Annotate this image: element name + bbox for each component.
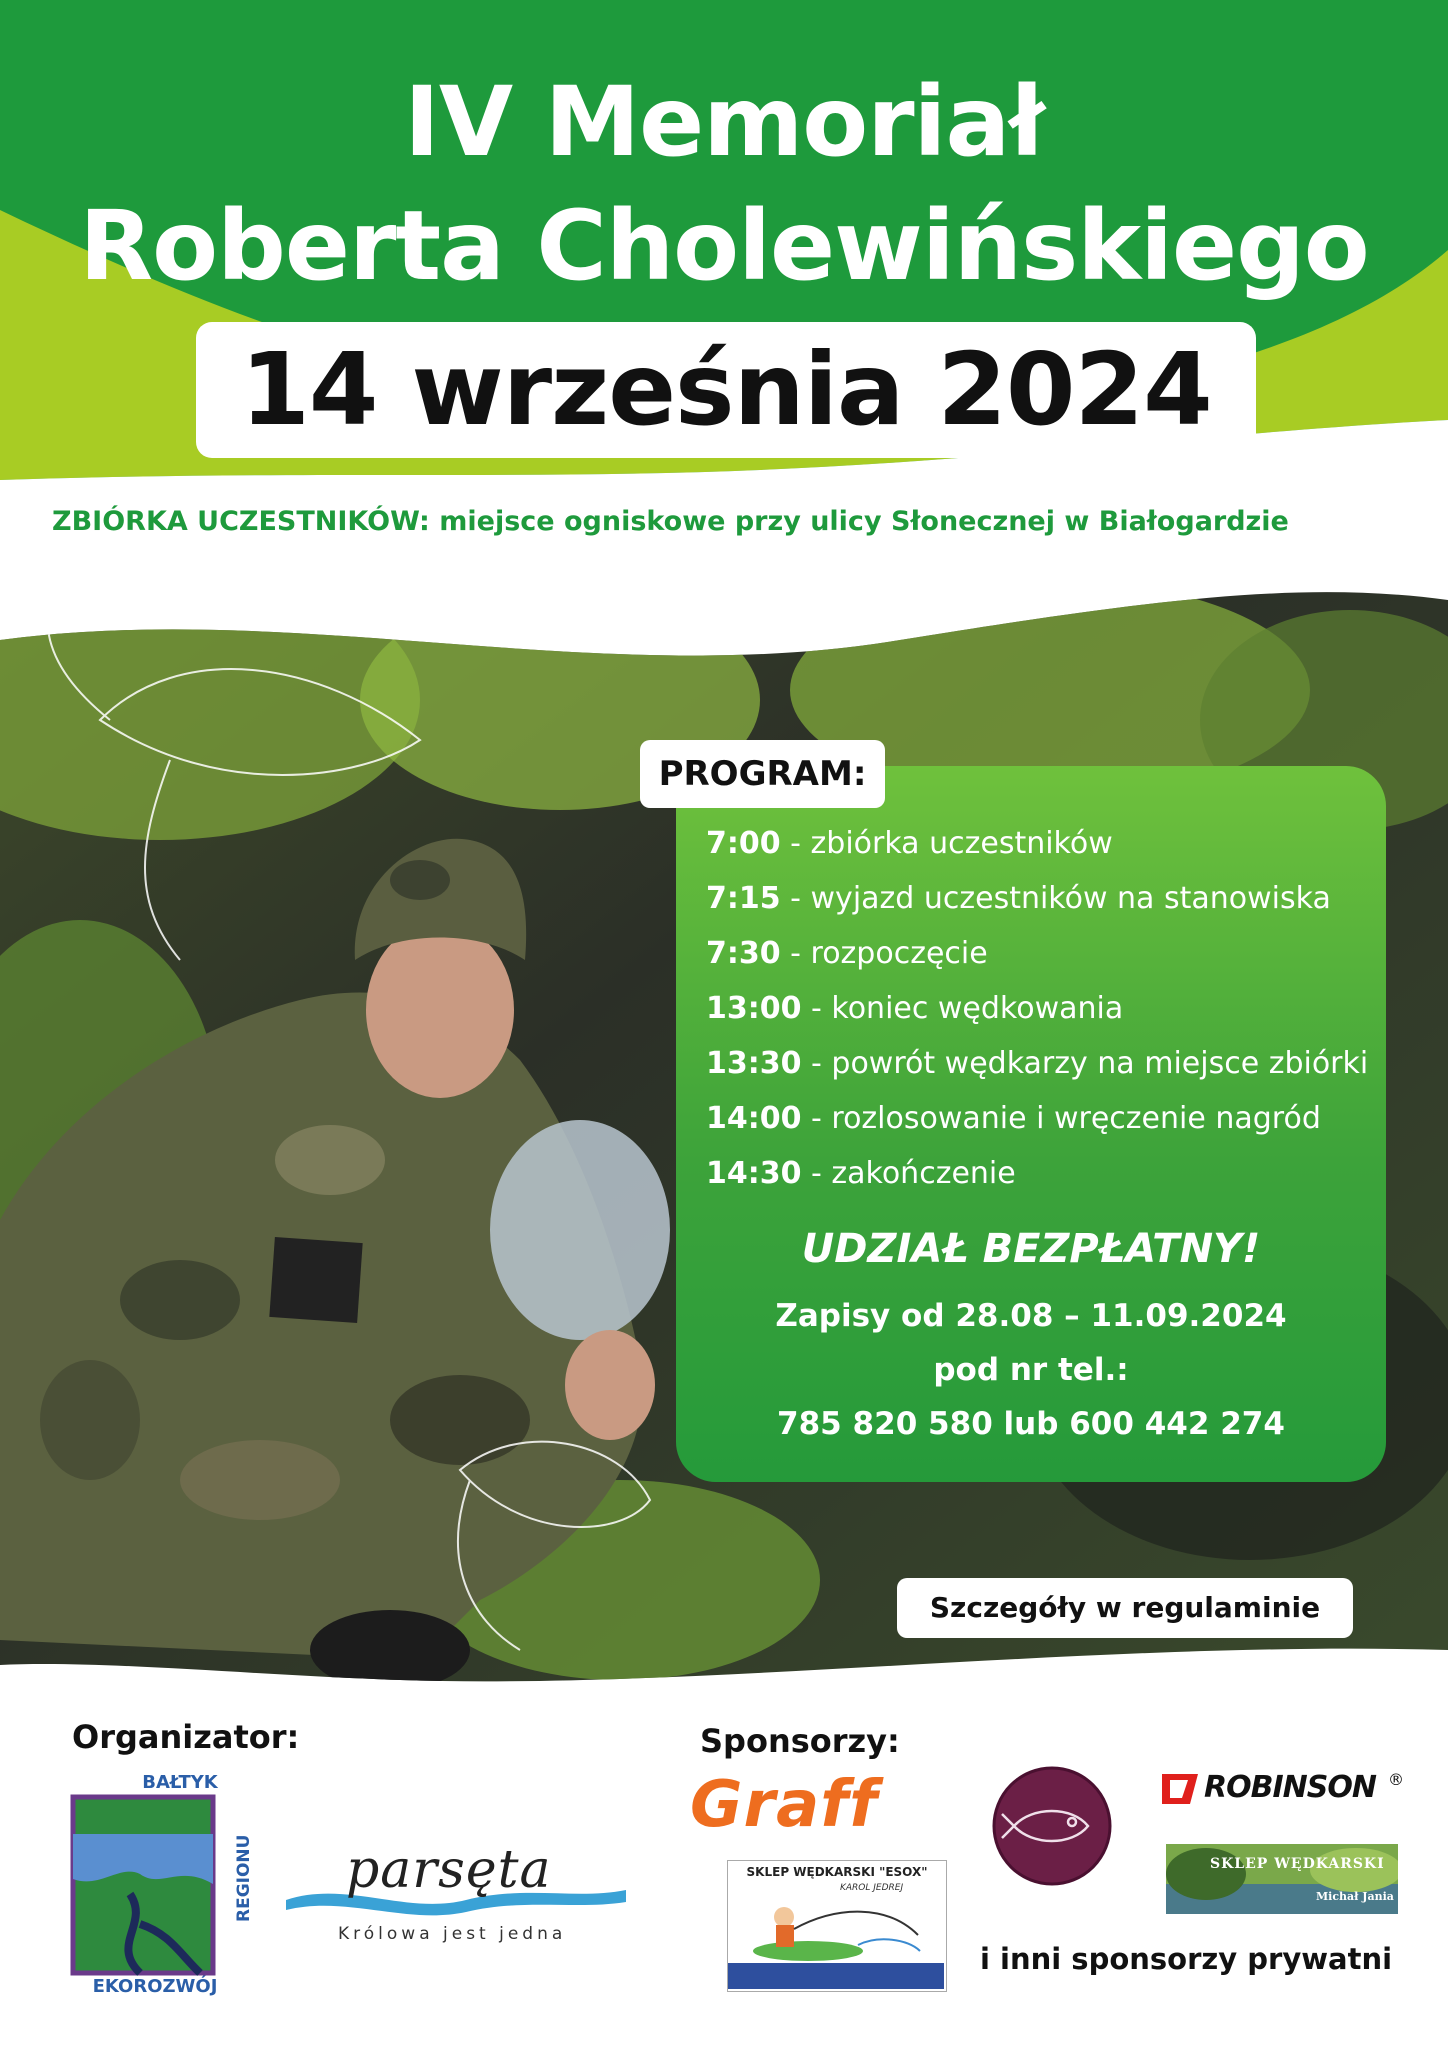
schedule-row <box>706 1091 1386 1146</box>
phone-label: pod nr tel.: <box>933 1352 1129 1388</box>
esox-logo <box>727 1860 947 1992</box>
schedule-text: - rozlosowanie i wręczenie nagród <box>801 1101 1321 1136</box>
title-line-2: Roberta Cholewińskiego <box>79 190 1369 302</box>
robinson-mark-icon <box>1160 1772 1200 1806</box>
esox-footer-band <box>728 1963 944 1989</box>
schedule-time: 14:30 <box>706 1156 802 1191</box>
schedule-row <box>706 926 1386 981</box>
title-line-1: IV Memoriał <box>404 66 1044 178</box>
rules-note: Szczegóły w regulaminie <box>929 1591 1321 1624</box>
wedkarski-title: SKLEP WĘDKARSKI <box>1210 1856 1385 1872</box>
signup-dates: Zapisy od 28.08 – 11.09.2024 <box>775 1298 1287 1334</box>
baltyk-logo-top-text: BAŁTYK <box>142 1772 218 1793</box>
schedule-text: - rozpoczęcie <box>780 936 988 971</box>
program-panel <box>676 766 1386 1482</box>
baltyk-logo-bottom-text: EKOROZWÓJ <box>92 1976 218 1997</box>
other-sponsors: i inni sponsorzy prywatni <box>980 1942 1393 1976</box>
baltyk-logo-side-text: REGIONU <box>234 1834 254 1922</box>
esox-owner: KAROL JEDREJ <box>840 1883 904 1893</box>
schedule-text: - wyjazd uczestników na stanowiska <box>780 881 1331 916</box>
baltyk-logo <box>70 1772 270 2002</box>
rules-box <box>897 1578 1353 1638</box>
parseta-wordmark: parsęta <box>346 1840 552 1900</box>
wedkarski-photo-banner <box>1166 1844 1398 1914</box>
sponsors-heading: Sponsorzy: <box>700 1722 900 1760</box>
schedule-row <box>706 1146 1386 1201</box>
schedule-list <box>706 816 1386 1201</box>
schedule-text: - koniec wędkowania <box>801 991 1124 1026</box>
phone-numbers: 785 820 580 lub 600 442 274 <box>777 1406 1285 1442</box>
schedule-text: - zbiórka uczestników <box>780 826 1113 861</box>
schedule-text: - zakończenie <box>801 1156 1016 1191</box>
baltyk-logo-mark <box>70 1794 240 1976</box>
parseta-tagline: Królowa jest jedna <box>338 1924 567 1944</box>
schedule-time: 7:00 <box>706 826 781 861</box>
schedule-row <box>706 871 1386 926</box>
wedkarski-logo <box>1166 1844 1398 1914</box>
organizer-heading: Organizator: <box>72 1718 300 1756</box>
esox-angler-illustration <box>748 1895 928 1961</box>
schedule-row <box>706 816 1386 871</box>
graff-logo: Graff <box>690 1768 878 1842</box>
robinson-wordmark: ROBINSON <box>1204 1770 1376 1805</box>
program-label: PROGRAM: <box>658 754 867 794</box>
date-box <box>196 322 1256 458</box>
parseta-logo <box>286 1840 626 1950</box>
robinson-logo <box>1160 1770 1410 1810</box>
schedule-time: 7:30 <box>706 936 781 971</box>
schedule-row <box>706 1036 1386 1091</box>
schedule-time: 14:00 <box>706 1101 802 1136</box>
schedule-time: 13:30 <box>706 1046 802 1081</box>
schedule-row <box>706 981 1386 1036</box>
fish-circle-logo <box>992 1766 1112 1886</box>
esox-title: SKLEP WĘDKARSKI "ESOX" <box>746 1865 928 1879</box>
assembly-info: ZBIÓRKA UCZESTNIKÓW: miejsce ogniskowe przy ulicy Słonecznej w Białogardzie <box>52 506 1289 537</box>
schedule-time: 13:00 <box>706 991 802 1026</box>
event-date: 14 września 2024 <box>240 331 1212 448</box>
free-participation: UDZIAŁ BEZPŁATNY! <box>801 1226 1261 1272</box>
program-label-box <box>640 740 885 808</box>
wedkarski-owner: Michał Jania <box>1316 1890 1394 1903</box>
schedule-time: 7:15 <box>706 881 781 916</box>
robinson-registered-mark: ® <box>1388 1770 1404 1789</box>
schedule-text: - powrót wędkarzy na miejsce zbiórki <box>801 1046 1369 1081</box>
